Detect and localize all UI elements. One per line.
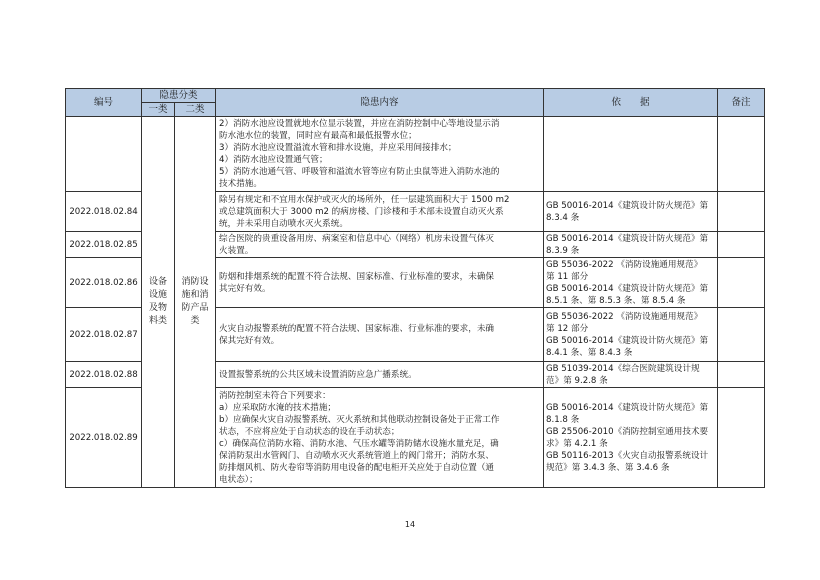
row-basis	[544, 388, 718, 488]
row-note	[718, 192, 765, 232]
page-number: 14	[404, 520, 416, 529]
category-first-line: 设备	[148, 277, 167, 287]
row-code: 2022.018.02.85	[66, 232, 142, 258]
content-line: c）确保高位消防水箱、消防水池、气压水罐等消防储水设施水量充足，确	[219, 438, 499, 449]
basis-line: 第 11 部分	[546, 271, 589, 282]
content-line: 统，并未采用自动喷水灭火系统。	[219, 218, 348, 229]
row-code: 2022.018.02.84	[66, 192, 142, 232]
header-category-first: 一类	[142, 103, 175, 117]
content-line: 防水池水位的装置，同时应有最高和最低报警水位；	[219, 131, 417, 141]
row-note	[718, 232, 765, 258]
row-note	[718, 388, 765, 488]
basis-line: 求》第 4.2.1 条	[546, 438, 608, 449]
row-basis	[544, 192, 718, 232]
table-row	[66, 117, 765, 192]
row-note	[718, 117, 765, 192]
content-line: 状态，不应将应处于自动状态的设在手动状态；	[219, 426, 400, 437]
content-line: 防烟和排烟系统的配置不符合法规、国家标准、行业标准的要求，未确保	[219, 271, 495, 282]
category-second-line: 防产品	[181, 303, 209, 313]
row-content	[216, 258, 544, 308]
row-content	[216, 308, 544, 362]
content-line: 除另有规定和不宜用水保护或灭火的场所外，任一层建筑面积大于 1500 m2	[219, 194, 510, 205]
content-line: 火装置。	[219, 245, 254, 256]
basis-line: 规范》第 3.4.3 条、第 3.4.6 条	[546, 462, 670, 473]
basis-line: GB 50116-2013《火灾自动报警系统设计	[546, 450, 709, 461]
header-category: 隐患分类	[142, 89, 216, 103]
content-line: 保其完好有效。	[219, 335, 280, 346]
content-line: 保消防泵出水管阀门、自动喷水灭火系统管道上的阀门常开；消防水泵、	[219, 450, 495, 461]
row-code: 2022.018.02.86	[66, 258, 142, 308]
content-line: 3）消防水池应设置溢流水管和排水设施，并应采用间接排水；	[219, 143, 457, 153]
basis-line: 范》第 9.2.8 条	[546, 375, 608, 386]
content-line: 或总建筑面积大于 3000 m2 的病房楼、门诊楼和手术部未设置自动灭火系	[219, 206, 504, 217]
basis-line: GB 25506-2010《消防控制室通用技术要	[546, 426, 709, 437]
category-second-line: 消防设	[181, 277, 209, 287]
basis-line: GB 50016-2014《建筑设计防火规范》第	[546, 283, 709, 294]
hazard-table	[65, 88, 765, 488]
header-content: 隐患内容	[216, 89, 544, 117]
content-line: 4）消防水池应设置通气管；	[219, 155, 328, 165]
basis-line: GB 50016-2014《建筑设计防火规范》第	[546, 233, 709, 244]
basis-line: GB 50016-2014《建筑设计防火规范》第	[546, 402, 709, 413]
row-code: 2022.018.02.88	[66, 362, 142, 388]
row-content	[216, 388, 544, 488]
row-code: 2022.018.02.87	[66, 308, 142, 362]
basis-line: 8.3.4 条	[546, 212, 580, 223]
header-note: 备注	[718, 89, 765, 117]
content-line: 技术措施。	[219, 179, 262, 189]
content-line: 防排烟风机、防火卷帘等消防用电设备的配电柜开关应处于自动位置（通	[219, 462, 495, 473]
category-first-line: 及物	[148, 303, 167, 313]
basis-line: 8.4.1 条、第 8.4.3 条	[546, 347, 633, 358]
basis-line: 8.1.8 条	[546, 414, 580, 425]
basis-line: GB 51039-2014《综合医院建筑设计规	[546, 363, 700, 374]
row-basis	[544, 308, 718, 362]
row-content	[216, 192, 544, 232]
row-note	[718, 308, 765, 362]
content-line: 其完好有效。	[219, 283, 271, 294]
row-content	[216, 362, 544, 388]
header-category-second: 二类	[175, 103, 216, 117]
content-line: 综合医院的贵重设备用房、病案室和信息中心（网络）机房未设置气体灭	[219, 233, 495, 244]
header-code: 编号	[66, 89, 142, 117]
category-second-line: 施和消	[181, 290, 209, 300]
category-second-line: 类	[190, 316, 200, 326]
content-line: a）应采取防水淹的技术措施；	[219, 402, 337, 413]
content-line: 2）消防水池应设置就地水位显示装置，并应在消防控制中心等地设显示消	[219, 119, 500, 129]
basis-line: 8.3.9 条	[546, 245, 580, 256]
row-note	[718, 362, 765, 388]
category-first-line: 料类	[148, 316, 167, 326]
content-line: b）应确保火灾自动报警系统、灭火系统和其他联动控制设备处于正常工作	[219, 414, 500, 425]
category-second-cell	[175, 117, 216, 488]
content-line: 5）消防水池通气管、呼吸管和溢流水管等应有防止虫鼠等进入消防水池的	[219, 167, 500, 177]
basis-line: GB 55036-2022 《消防设施通用规范》	[546, 311, 703, 322]
row-basis	[544, 232, 718, 258]
row-basis	[544, 258, 718, 308]
content-line: 设置报警系统的公共区域未设置消防应急广播系统。	[219, 369, 417, 380]
content-line: 消防控制室未符合下列要求：	[219, 390, 331, 401]
basis-line: GB 50016-2014《建筑设计防火规范》第	[546, 335, 709, 346]
row-note	[718, 258, 765, 308]
basis-line: 第 12 部分	[546, 323, 589, 334]
row-content	[216, 232, 544, 258]
content-line: 电状态）；	[219, 474, 258, 485]
row-code	[66, 117, 142, 192]
basis-line: 8.5.1 条、第 8.5.3 条、第 8.5.4 条	[546, 295, 686, 306]
row-basis	[544, 117, 718, 192]
basis-line: GB 55036-2022 《消防设施通用规范》	[546, 259, 703, 270]
basis-line: GB 50016-2014《建筑设计防火规范》第	[546, 200, 709, 211]
category-first-cell	[142, 117, 175, 488]
row-code: 2022.018.02.89	[66, 388, 142, 488]
category-first-line: 设施	[148, 290, 167, 300]
content-line: 火灾自动报警系统的配置不符合法规、国家标准、行业标准的要求，未确	[219, 323, 495, 334]
row-content	[216, 117, 544, 192]
row-basis	[544, 362, 718, 388]
header-basis: 依 据	[544, 89, 718, 117]
